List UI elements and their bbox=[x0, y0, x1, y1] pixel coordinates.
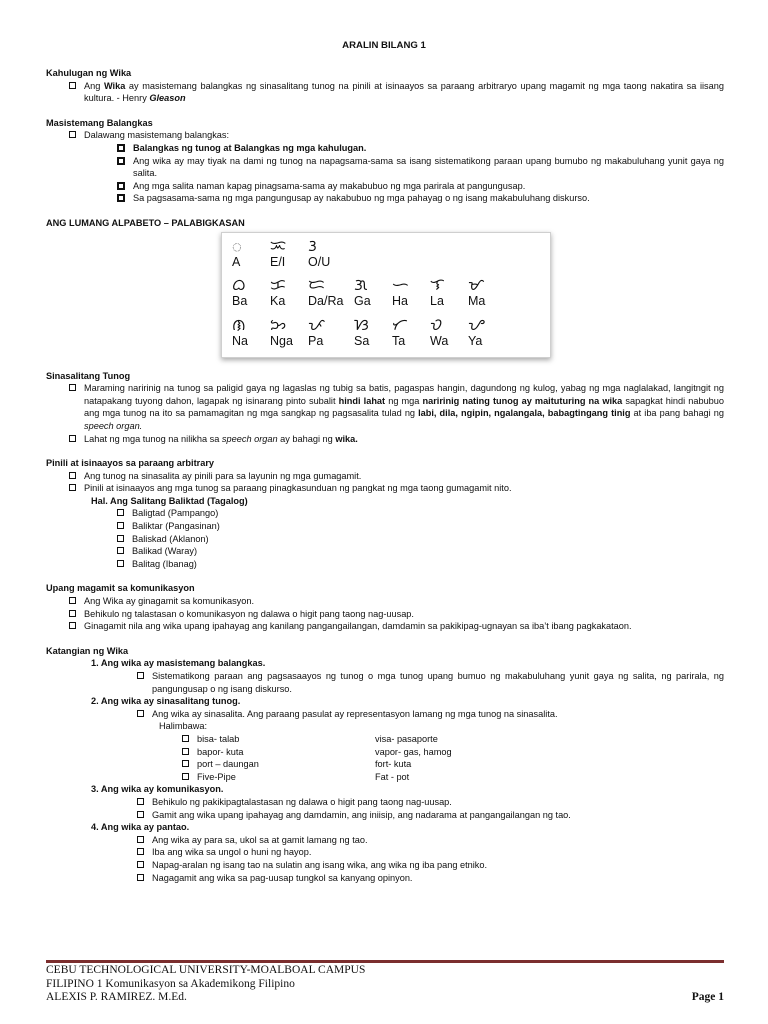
baybayin-glyph: ᜑ bbox=[392, 274, 409, 294]
list-item: Behikulo ng pakikipagtalastasan ng dalawa o higit pang taong nag-uusap. bbox=[46, 796, 724, 809]
checkbox-bullet-icon bbox=[182, 760, 189, 767]
checkbox-bullet-icon bbox=[69, 472, 76, 479]
alphabet-cell bbox=[430, 316, 468, 348]
glyph-label: Na bbox=[232, 333, 248, 348]
section-heading: Pinili at isinaayos sa paraang arbitrary bbox=[46, 458, 214, 469]
alphabet-cell bbox=[468, 316, 506, 348]
glyph-label: O/U bbox=[308, 254, 331, 269]
baybayin-glyph: ᜎ bbox=[430, 274, 445, 294]
definition-text: Ang Wika ay masistemang balangkas ng sinasalitang tunog na pinili at isinaayos sa paraang arbitraryo upang magamit ng mga taong nakatira sa iisang kultura. - Henry Gleason bbox=[84, 80, 724, 104]
section-kahulugan bbox=[46, 67, 724, 105]
alphabet-row bbox=[232, 276, 560, 308]
list-item: Ang mga salita naman kapag pinagsama-sama ay makabubuo ng mga parirala at pangungusap. bbox=[46, 180, 724, 193]
glyph-label: Ta bbox=[392, 333, 406, 348]
glyph-label: E/I bbox=[270, 254, 286, 269]
glyph-label: Ya bbox=[468, 333, 483, 348]
alphabet-cell bbox=[308, 316, 354, 348]
checkbox-bullet-icon bbox=[117, 509, 124, 516]
alphabet-cell bbox=[270, 316, 308, 348]
section-sinasalitang bbox=[46, 370, 724, 446]
footer-university: CEBU TECHNOLOGICAL UNIVERSITY-MOALBOAL CAMPUS bbox=[46, 964, 366, 976]
section-heading: Upang magamit sa komunikasyon bbox=[46, 583, 195, 594]
list-item: Iba ang wika sa ungol o huni ng hayop. bbox=[46, 846, 724, 859]
section-heading: Masistemang Balangkas bbox=[46, 117, 153, 128]
example-heading: Hal. Ang Salitang Baliktad (Tagalog) bbox=[91, 495, 248, 506]
page-footer bbox=[46, 964, 724, 1005]
checkbox-bullet-icon bbox=[69, 82, 76, 89]
baybayin-glyph: ᜇ bbox=[308, 274, 325, 294]
alphabet-cell bbox=[430, 276, 468, 308]
checkbox-bullet-icon bbox=[137, 836, 144, 843]
checkbox-bullet-icon bbox=[117, 182, 125, 190]
list-item: Gamit ang wika upang ipahayag ang damdamin, ang iniisip, ang nadarama at pangangailangan ng tao. bbox=[46, 809, 724, 822]
glyph-label: La bbox=[430, 293, 444, 308]
alphabet-cell bbox=[232, 237, 270, 269]
list-item: Ang wika ay sinasalita. Ang paraang pasulat ay representasyon lamang ng mga tunog na sinasalita. bbox=[46, 708, 724, 721]
lesson-title: ARALIN BILANG 1 bbox=[342, 40, 426, 51]
section-alpabeto bbox=[46, 217, 724, 358]
glyph-label: Sa bbox=[354, 333, 370, 348]
list-item: Baliskad (Aklanon) bbox=[46, 533, 724, 546]
glyph-label: Ha bbox=[392, 293, 408, 308]
checkbox-bullet-icon bbox=[117, 535, 124, 542]
alphabet-cell bbox=[354, 316, 392, 348]
checkbox-bullet-icon bbox=[182, 748, 189, 755]
glyph-label: A bbox=[232, 254, 241, 269]
baybayin-glyph: ᜀ bbox=[232, 235, 242, 255]
alphabet-row bbox=[232, 237, 560, 269]
checkbox-bullet-icon bbox=[137, 710, 144, 717]
baybayin-glyph: ᜏ bbox=[430, 314, 443, 334]
checkbox-bullet-icon bbox=[137, 874, 144, 881]
glyph-label: Ma bbox=[468, 293, 486, 308]
list-item: Balitag (Ibanag) bbox=[46, 558, 724, 571]
checkbox-bullet-icon bbox=[69, 597, 76, 604]
footer-rule bbox=[46, 960, 724, 963]
example-pair-row: port – daungan fort- kuta bbox=[46, 758, 724, 771]
checkbox-bullet-icon bbox=[69, 435, 76, 442]
list-item: Ang Wika ay ginagamit sa komunikasyon. bbox=[46, 595, 724, 608]
checkbox-bullet-icon bbox=[117, 194, 125, 202]
list-item: Lahat ng mga tunog na nilikha sa speech organ ay bahagi ng wika. bbox=[46, 433, 724, 446]
baybayin-glyph: ᜂ bbox=[308, 235, 317, 255]
alphabet-cell bbox=[270, 276, 308, 308]
baybayin-glyph: ᜅ bbox=[270, 314, 287, 334]
section-heading: Katangian ng Wika bbox=[46, 645, 129, 656]
list-item: Dalawang masistemang balangkas: bbox=[46, 129, 724, 142]
alphabet-cell bbox=[270, 237, 308, 269]
checkbox-bullet-icon bbox=[117, 144, 125, 152]
checkbox-bullet-icon bbox=[137, 672, 144, 679]
section-heading: Kahulugan ng Wika bbox=[46, 68, 132, 78]
list-item: Balikad (Waray) bbox=[46, 545, 724, 558]
list-item: Pinili at isinaayos ang mga tunog sa paraang pinagkasunduan ng pangkat ng mga taong gumagamit nito. bbox=[46, 482, 724, 495]
list-item: Balangkas ng tunog at Balangkas ng mga kahulugan. bbox=[46, 142, 724, 155]
section-heading: ANG LUMANG ALPABETO – PALABIGKASAN bbox=[46, 217, 245, 228]
example-pair-row: bapor- kuta vapor- gas, hamog bbox=[46, 746, 724, 759]
alphabet-cell bbox=[468, 276, 506, 308]
baybayin-glyph: ᜊ bbox=[232, 274, 246, 294]
baybayin-glyph: ᜐ bbox=[354, 314, 369, 334]
glyph-label: Wa bbox=[430, 333, 449, 348]
baybayin-glyph: ᜌ bbox=[468, 314, 485, 334]
glyph-label: Nga bbox=[270, 333, 293, 348]
numbered-heading: 4. Ang wika ay pantao. bbox=[91, 822, 190, 833]
checkbox-bullet-icon bbox=[182, 735, 189, 742]
page-number: Page 1 bbox=[691, 991, 724, 1003]
list-item: Behikulo ng talastasan o komunikasyon ng dalawa o higit pang taong nag-uusap. bbox=[46, 608, 724, 621]
list-item: Ang wika ay para sa, ukol sa at gamit lamang ng tao. bbox=[46, 834, 724, 847]
checkbox-bullet-icon bbox=[117, 157, 125, 165]
checkbox-bullet-icon bbox=[69, 610, 76, 617]
numbered-heading: 3. Ang wika ay komunikasyon. bbox=[91, 784, 224, 795]
alphabet-cell bbox=[354, 276, 392, 308]
list-item: Sistematikong paraan ang pagsasaayos ng tunog o mga tunog upang bumuo ng makabuluhang yunit gaya ng salita, ng parirala, ng pangungusap o ng isang diskurso. bbox=[46, 670, 724, 695]
checkbox-bullet-icon bbox=[117, 560, 124, 567]
baybayin-glyph: ᜆ bbox=[392, 314, 408, 334]
baybayin-alphabet-figure bbox=[221, 232, 551, 358]
section-heading: Sinasalitang Tunog bbox=[46, 370, 131, 381]
checkbox-bullet-icon bbox=[117, 522, 124, 529]
list-item: Nagagamit ang wika sa pag-uusap tungkol sa kanyang opinyon. bbox=[46, 872, 724, 885]
glyph-label: Ka bbox=[270, 293, 286, 308]
baybayin-glyph: ᜋ bbox=[468, 274, 485, 294]
checkbox-bullet-icon bbox=[117, 547, 124, 554]
checkbox-bullet-icon bbox=[69, 131, 76, 138]
checkbox-bullet-icon bbox=[69, 622, 76, 629]
alphabet-cell bbox=[308, 237, 354, 269]
checkbox-bullet-icon bbox=[182, 773, 189, 780]
example-pair-row: bisa- talab visa- pasaporte bbox=[46, 733, 724, 746]
checkbox-bullet-icon bbox=[69, 484, 76, 491]
footer-author: ALEXIS P. RAMIREZ. M.Ed. bbox=[46, 991, 187, 1003]
section-pinili bbox=[46, 457, 724, 570]
list-item: Ang tunog na sinasalita ay pinili para sa layunin ng mga gumagamit. bbox=[46, 470, 724, 483]
checkbox-bullet-icon bbox=[137, 811, 144, 818]
section-katangian bbox=[46, 645, 724, 884]
numbered-heading: 1. Ang wika ay masistemang balangkas. bbox=[91, 658, 266, 669]
list-item: Napag-aralan ng isang tao na sulatin ang isang wika, ang wika ng iba pang etniko. bbox=[46, 859, 724, 872]
baybayin-glyph: ᜄ bbox=[354, 274, 368, 294]
alphabet-cell bbox=[232, 276, 270, 308]
baybayin-glyph: ᜈ bbox=[232, 314, 246, 334]
example-pair-row: Five-Pipe Fat - pot bbox=[46, 771, 724, 784]
alphabet-cell bbox=[232, 316, 270, 348]
alphabet-row bbox=[232, 316, 560, 348]
alphabet-cell bbox=[308, 276, 354, 308]
section-upang bbox=[46, 582, 724, 632]
section-masistemang bbox=[46, 117, 724, 205]
baybayin-glyph: ᜉ bbox=[308, 314, 326, 334]
list-item bbox=[46, 80, 724, 105]
baybayin-glyph: ᜃ bbox=[270, 274, 286, 294]
glyph-label: Ba bbox=[232, 293, 248, 308]
list-item: Ang wika ay may tiyak na dami ng tunog na napagsama-sama sa isang sistematikong paraan upang bumubo ng makabuluhang yunit gaya ng salita. bbox=[46, 155, 724, 180]
alphabet-cell bbox=[392, 316, 430, 348]
glyph-label: Da/Ra bbox=[308, 293, 344, 308]
list-item: Ginagamit nila ang wika upang ipahayag ang kanilang pangangailangan, damdamin sa pakikipag-ugnayan sa iba’t ibang pagkakataon. bbox=[46, 620, 724, 633]
checkbox-bullet-icon bbox=[69, 384, 76, 391]
baybayin-glyph: ᜁ bbox=[270, 235, 287, 255]
glyph-label: Ga bbox=[354, 293, 371, 308]
checkbox-bullet-icon bbox=[137, 848, 144, 855]
list-item: Baligtad (Pampango) bbox=[46, 507, 724, 520]
footer-course: FILIPINO 1 Komunikasyon sa Akademikong Filipino bbox=[46, 977, 295, 990]
document-content bbox=[46, 67, 724, 884]
list-item: Maraming naririnig na tunog sa paligid gaya ng lagaslas ng tubig sa batis, pagaspas hangin, dagundong ng kulog, yabag ng mga naglalakad, langitngit ng natapakang tuyong dahon, lagapak ng isinarang pinto subalit hindi lahat ng mga naririnig nating tunog ay maituturing na wika sapagkat hindi nabubuo ang mga tunog na ito sa pamamagitan ng mga sangkap ng pagsasalita tulad ng labi, dila, ngipin, ngalangala, babagtingang tinig at iba pang bahagi ng speech organ. bbox=[46, 382, 724, 432]
glyph-label: Pa bbox=[308, 333, 324, 348]
list-item: Baliktar (Pangasinan) bbox=[46, 520, 724, 533]
alphabet-cell bbox=[392, 276, 430, 308]
checkbox-bullet-icon bbox=[137, 861, 144, 868]
numbered-heading: 2. Ang wika ay sinasalitang tunog. bbox=[91, 696, 241, 707]
list-item: Sa pagsasama-sama ng mga pangungusap ay nakabubuo ng mga pahayag o ng isang makabuluhang diskurso. bbox=[46, 192, 724, 205]
checkbox-bullet-icon bbox=[137, 798, 144, 805]
halimbawa-label: Halimbawa: bbox=[159, 721, 207, 732]
